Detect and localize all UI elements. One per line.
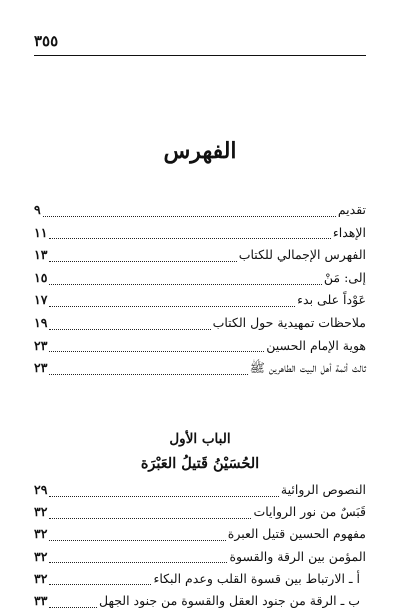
- toc-entry-page: ٣٢: [34, 526, 48, 542]
- dot-leader: [49, 584, 151, 585]
- toc-entry-label: ملاحظات تمهيدية حول الكتاب: [212, 314, 366, 330]
- dot-leader: [43, 216, 336, 217]
- toc-entry[interactable]: [34, 571, 366, 593]
- toc-entry-label: تقديم: [337, 202, 366, 217]
- toc-entry-label: الإهداء: [332, 224, 366, 240]
- toc-entry-page: ١٣: [34, 247, 48, 263]
- dot-leader: [49, 306, 295, 307]
- toc-entry-page: ١٥: [34, 269, 48, 285]
- toc-entry[interactable]: [34, 315, 366, 338]
- toc-entry[interactable]: [34, 549, 366, 571]
- toc-entry-page: ٣٢: [34, 570, 48, 586]
- dot-leader: [49, 562, 227, 563]
- part-title: الباب الأول: [169, 431, 231, 447]
- toc-part-list: [34, 482, 366, 615]
- toc-entry-label: النصوص الروائية: [280, 482, 366, 497]
- toc-entry-label: الفهرس الإجمالي للكتاب: [238, 247, 366, 263]
- toc-entry[interactable]: [34, 270, 366, 293]
- dot-leader: [49, 540, 225, 541]
- toc-entry[interactable]: [34, 504, 366, 526]
- dot-leader: [49, 351, 264, 352]
- toc-entry-label: ثالث أئمة أهل البيت الطاهرين ﷺ: [249, 360, 366, 376]
- dot-leader: [49, 496, 278, 497]
- toc-entry[interactable]: [34, 360, 366, 383]
- toc-entry[interactable]: [34, 202, 366, 225]
- toc-entry[interactable]: [34, 526, 366, 548]
- toc-entry-page: ٢٣: [34, 337, 48, 353]
- dot-leader: [49, 518, 251, 519]
- toc-entry-page: ٣٣: [34, 592, 48, 608]
- toc-entry-label: إلى: مَنْ: [323, 269, 366, 285]
- toc-entry[interactable]: [34, 593, 366, 615]
- dot-leader: [49, 261, 236, 262]
- toc-entry-label: أ ـ الارتباط بين قسوة القلب وعدم البكاء: [153, 570, 360, 586]
- dot-leader: [49, 238, 330, 239]
- toc-entry-page: ٩: [34, 202, 41, 217]
- toc-entry-label: قَبَسٌ من نور الروايات: [253, 504, 366, 520]
- toc-entry-page: ٢٣: [34, 360, 48, 376]
- toc-entry-page: ١٩: [34, 314, 48, 330]
- toc-entry[interactable]: [34, 247, 366, 270]
- toc-entry-label: هوية الإمام الحسين: [266, 337, 366, 353]
- toc-entry[interactable]: [34, 225, 366, 248]
- toc-entry-page: ٣٢: [34, 504, 48, 520]
- dot-leader: [49, 607, 97, 608]
- toc-entry-page: ١١: [34, 224, 48, 240]
- toc-entry-page: ٢٩: [34, 482, 48, 497]
- header-rule: [34, 55, 366, 56]
- toc-entry-page: ١٧: [34, 292, 48, 308]
- toc-entry-label: ب ـ الرقة من جنود العقل والقسوة من جنود الجهل: [99, 592, 360, 608]
- dot-leader: [49, 329, 210, 330]
- toc-main-list: [34, 202, 366, 383]
- toc-entry[interactable]: [34, 338, 366, 361]
- page-title: الفهرس: [163, 138, 237, 164]
- part-subtitle: الحُسَيْنُ قَتيلُ العَبْرَة: [140, 455, 260, 472]
- toc-entry[interactable]: [34, 482, 366, 504]
- toc-entry-label: مفهوم الحسين قتيل العبرة: [227, 526, 366, 542]
- toc-entry-label: المؤمن بين الرقة والقسوة: [229, 548, 366, 564]
- dot-leader: [49, 284, 321, 285]
- page-number: ٣٥٥: [34, 32, 59, 50]
- dot-leader: [49, 374, 247, 375]
- toc-entry-label: عَوْداً على بدء: [297, 292, 366, 308]
- toc-entry-page: ٣٢: [34, 548, 48, 564]
- toc-entry[interactable]: [34, 292, 366, 315]
